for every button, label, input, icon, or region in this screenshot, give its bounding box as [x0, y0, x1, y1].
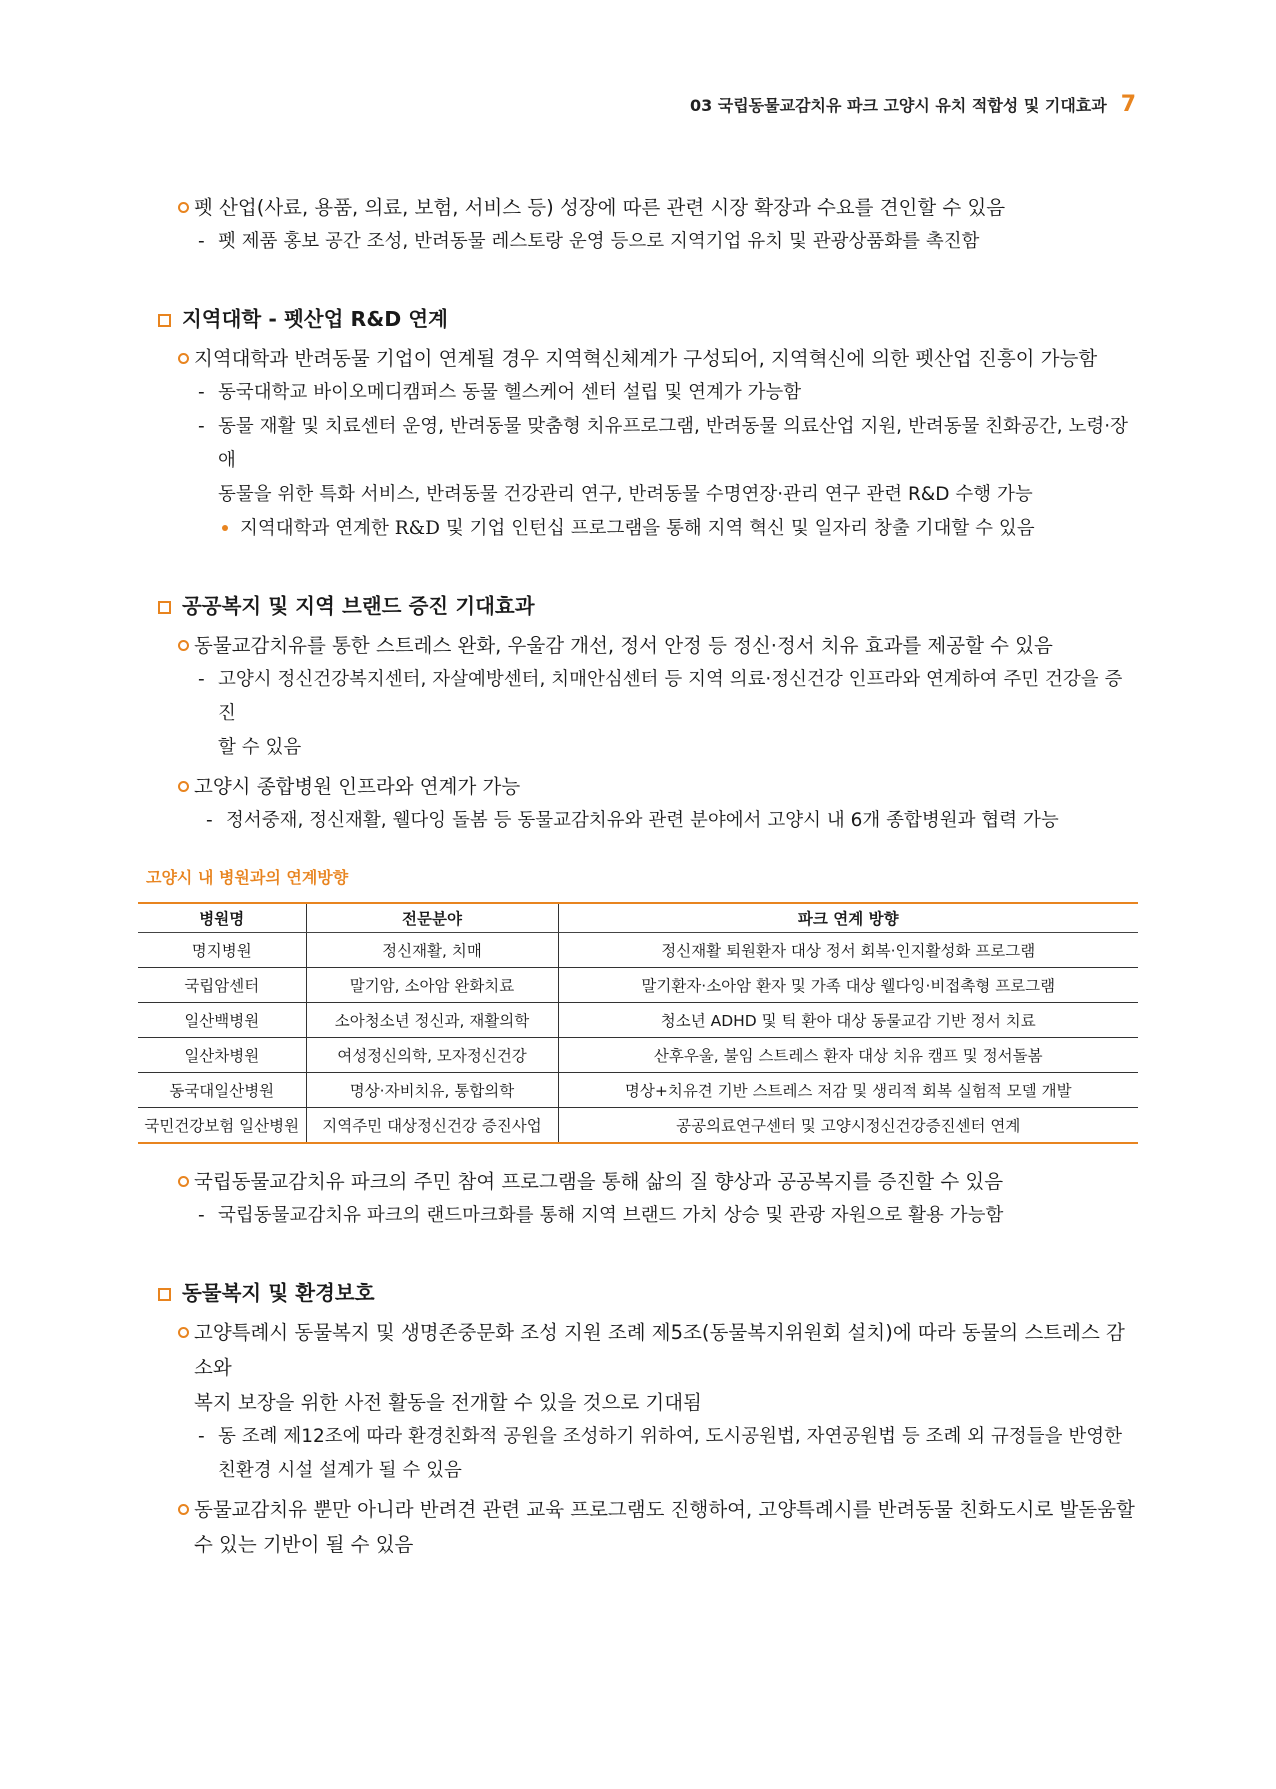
note-item: 지역대학과 연계한 R&D 및 기업 인턴십 프로그램을 통해 지역 혁신 및 일자리 창출 기대할 수 있음: [158, 512, 1138, 546]
table-cell: 정신재활 퇴원환자 대상 정서 회복·인지활성화 프로그램: [558, 933, 1138, 968]
section-heading: 공공복지 및 지역 브랜드 증진 기대효과: [158, 588, 1138, 624]
list-item: 고양특례시 동물복지 및 생명존중문화 조성 지원 조례 제5조(동물복지위원회 설치)에 따라 동물의 스트레스 감소와 복지 보장을 위한 사전 활동을 전개할 수 있을 것으로 기대됨: [158, 1315, 1138, 1420]
dash-icon: -: [198, 416, 205, 437]
sub-item: - 국립동물교감치유 파크의 랜드마크화를 통해 지역 브랜드 가치 상승 및 관광 자원으로 활용 가능함: [158, 1199, 1138, 1233]
page-content: [144, 190, 1138, 1562]
circle-bullet-icon: [178, 1327, 189, 1338]
sub-item: - 동물 재활 및 치료센터 운영, 반려동물 맞춤형 치유프로그램, 반려동물 의료산업 지원, 반려동물 친화공간, 노령·장애 동물을 위한 특화 서비스, 반려동물 건강관리 연구, 반려동물 수명연장·관리 연구 관련 R&D 수행 가능: [158, 410, 1138, 512]
table-row: [138, 933, 1138, 968]
sub-item: - 펫 제품 홍보 공간 조성, 반려동물 레스토랑 운영 등으로 지역기업 유치 및 관광상품화를 촉진함: [158, 225, 1138, 259]
list-item: 지역대학과 반려동물 기업이 연계될 경우 지역혁신체계가 구성되어, 지역혁신에 의한 펫산업 진흥이 가능함: [158, 341, 1138, 376]
hospital-table: [138, 902, 1138, 1144]
sub-item: - 정서중재, 정신재활, 웰다잉 돌봄 등 동물교감치유와 관련 분야에서 고양시 내 6개 종합병원과 협력 가능: [158, 804, 1138, 838]
table-row: [138, 968, 1138, 1003]
dash-icon: -: [198, 669, 205, 690]
list-item: 국립동물교감치유 파크의 주민 참여 프로그램을 통해 삶의 질 향상과 공공복지를 증진할 수 있음: [158, 1164, 1138, 1199]
circle-bullet-icon: [178, 202, 189, 213]
table-cell: 명상+치유견 기반 스트레스 저감 및 생리적 회복 실험적 모델 개발: [558, 1073, 1138, 1108]
table-cell: 국민건강보험 일산병원: [138, 1108, 306, 1144]
dash-icon: -: [198, 231, 205, 252]
table-cell: 정신재활, 치매: [306, 933, 558, 968]
header-title: 03 국립동물교감치유 파크 고양시 유치 적합성 및 기대효과: [689, 96, 1107, 115]
dash-icon: -: [198, 1205, 205, 1226]
list-item: 고양시 종합병원 인프라와 연계가 가능: [158, 769, 1138, 804]
circle-bullet-icon: [178, 781, 189, 792]
square-bullet-icon: [158, 1288, 171, 1301]
table-row: [138, 1073, 1138, 1108]
column-header: 전문분야: [306, 903, 558, 933]
list-item: 펫 산업(사료, 용품, 의료, 보험, 서비스 등) 성장에 따른 관련 시장 확장과 수요를 견인할 수 있음: [158, 190, 1138, 225]
square-bullet-icon: [158, 314, 171, 327]
table-cell: 지역주민 대상정신건강 증진사업: [306, 1108, 558, 1144]
table-cell: 명지병원: [138, 933, 306, 968]
table-cell: 일산백병원: [138, 1003, 306, 1038]
table-cell: 말기암, 소아암 완화치료: [306, 968, 558, 1003]
table-cell: 청소년 ADHD 및 틱 환아 대상 동물교감 기반 정서 치료: [558, 1003, 1138, 1038]
table-cell: 소아청소년 정신과, 재활의학: [306, 1003, 558, 1038]
column-header: 병원명: [138, 903, 306, 933]
table-row: [138, 1003, 1138, 1038]
circle-bullet-icon: [178, 353, 189, 364]
table-row: [138, 1108, 1138, 1144]
table-cell: 공공의료연구센터 및 고양시정신건강증진센터 연계: [558, 1108, 1138, 1144]
circle-bullet-icon: [178, 1504, 189, 1515]
sub-item: - 고양시 정신건강복지센터, 자살예방센터, 치매안심센터 등 지역 의료·정신건강 인프라와 연계하여 주민 건강을 증진 할 수 있음: [158, 663, 1138, 765]
dot-bullet-icon: [222, 525, 228, 531]
table-cell: 동국대일산병원: [138, 1073, 306, 1108]
section-heading: 지역대학 - 펫산업 R&D 연계: [158, 301, 1138, 337]
table-cell: 여성정신의학, 모자정신건강: [306, 1038, 558, 1073]
table-cell: 말기환자·소아암 환자 및 가족 대상 웰다잉·비접촉형 프로그램: [558, 968, 1138, 1003]
table-cell: 산후우울, 불임 스트레스 환자 대상 치유 캠프 및 정서돌봄: [558, 1038, 1138, 1073]
sub-item: - 동 조례 제12조에 따라 환경친화적 공원을 조성하기 위하여, 도시공원법, 자연공원법 등 조례 외 규정들을 반영한 친환경 시설 설계가 될 수 있음: [158, 1420, 1138, 1488]
page-header: [690, 92, 1136, 117]
dash-icon: -: [198, 1426, 205, 1447]
column-header: 파크 연계 방향: [558, 903, 1138, 933]
table-row: [138, 1038, 1138, 1073]
list-item: 동물교감치유 뿐만 아니라 반려견 관련 교육 프로그램도 진행하여, 고양특례시를 반려동물 친화도시로 발돋움할 수 있는 기반이 될 수 있음: [158, 1492, 1138, 1562]
table-cell: 명상·자비치유, 통합의학: [306, 1073, 558, 1108]
table-cell: 국립암센터: [138, 968, 306, 1003]
circle-bullet-icon: [178, 640, 189, 651]
dash-icon: -: [198, 382, 205, 403]
square-bullet-icon: [158, 601, 171, 614]
table-cell: 일산차병원: [138, 1038, 306, 1073]
table-header-row: [138, 903, 1138, 933]
section-heading: 동물복지 및 환경보호: [158, 1275, 1138, 1311]
sub-item: - 동국대학교 바이오메디캠퍼스 동물 헬스케어 센터 설립 및 연계가 가능함: [158, 376, 1138, 410]
table-title: 고양시 내 병원과의 연계방향: [146, 868, 349, 887]
list-item: 동물교감치유를 통한 스트레스 완화, 우울감 개선, 정서 안정 등 정신·정서 치유 효과를 제공할 수 있음: [158, 628, 1138, 663]
page-number: 7: [1120, 92, 1136, 117]
dash-icon: -: [206, 810, 213, 831]
circle-bullet-icon: [178, 1176, 189, 1187]
